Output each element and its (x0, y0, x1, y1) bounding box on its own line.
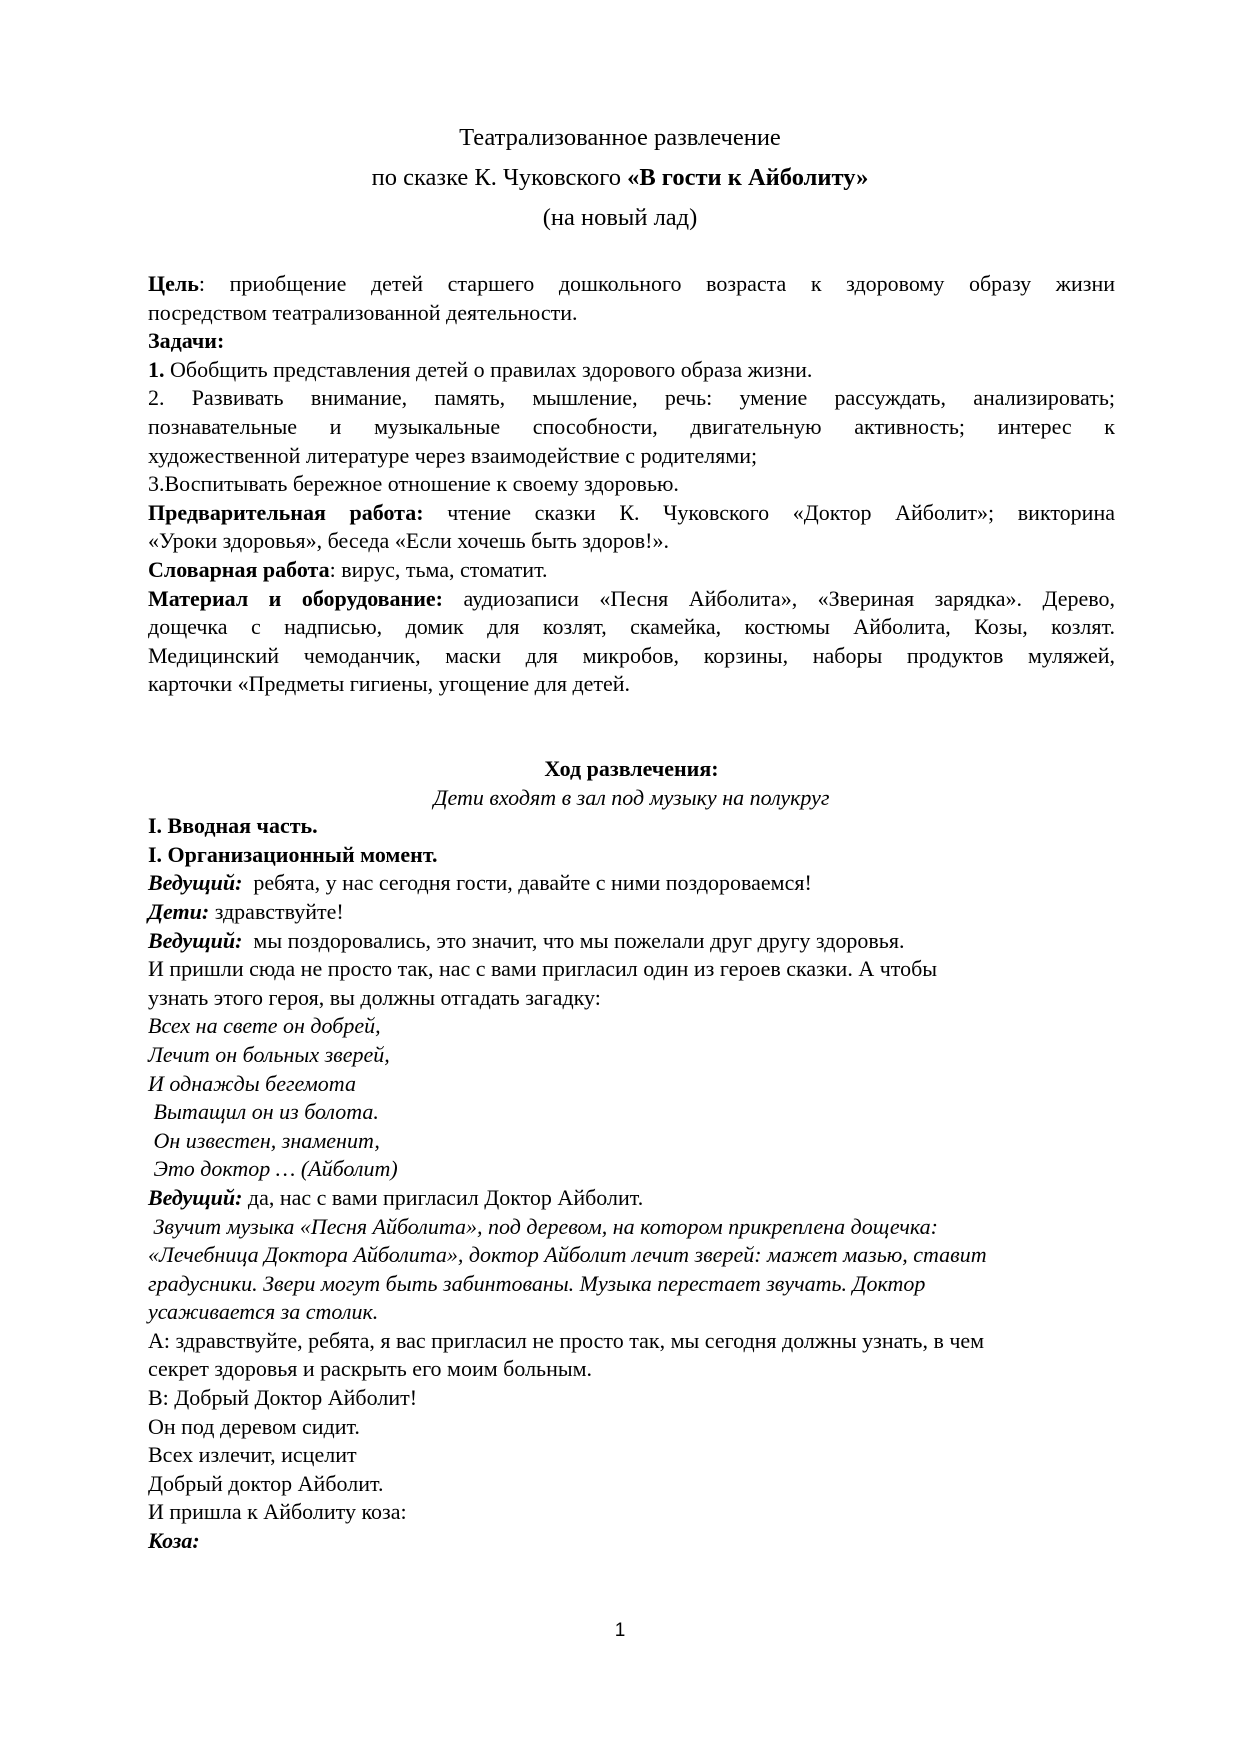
course-section (148, 755, 1115, 1556)
host-text-1: ребята, у нас сегодня гости, давайте с ними поздороваемся! (242, 870, 812, 896)
title-line-3: (на новый лад) (542, 204, 698, 231)
poem-line-5: И пришла к Айболиту коза: (148, 1499, 407, 1525)
host-cont-1: И пришли сюда не просто так, нас с вами пригласил один из героев сказки. А чтобы (148, 956, 938, 982)
host-line-2 (148, 927, 1115, 956)
course-heading-text: Ход развлечения: (544, 756, 719, 781)
task-2-line-2: познавательные и музыкальные способности, двигательную активность; интерес к (148, 413, 1115, 439)
vocab-label: Словарная работа (148, 556, 330, 582)
kids-line (148, 898, 1115, 927)
poem-line-3: Всех излечит, исцелит (148, 1442, 357, 1468)
kids-label: Дети: (148, 898, 210, 924)
riddle-line-5 (148, 1127, 1115, 1156)
task-1 (148, 356, 1115, 385)
riddle-text-6: Это доктор … (Айболит) (148, 1156, 398, 1182)
stage-direction-3 (148, 1270, 1115, 1299)
poem-line-1: В: Добрый Доктор Айболит! (148, 1385, 418, 1411)
host-label-1: Ведущий: (148, 870, 243, 896)
host-line-3 (148, 1184, 1115, 1213)
task-2-line-3: художественной литературе через взаимодействие с родителями; (148, 442, 758, 468)
task-3: 3.Воспитывать бережное отношение к своему здоровью. (148, 471, 679, 497)
goal-text-1: : приобщение детей старшего дошкольного возраста к здоровому образу жизни (198, 271, 1115, 296)
riddle-line-6 (148, 1155, 1115, 1184)
materials-label: Материал и оборудование: (148, 585, 443, 611)
aibolit-line-2: секрет здоровья и раскрыть его моим больным. (148, 1356, 593, 1382)
tasks-heading-text: Задачи: (148, 328, 225, 354)
prep-line-1 (148, 499, 1115, 528)
riddle-text-2: Лечит он больных зверей, (148, 1041, 390, 1067)
course-heading (148, 755, 1115, 784)
task-1-num: 1. (148, 356, 165, 382)
riddle-text-5: Он известен, знаменит, (148, 1127, 380, 1153)
prep-text-1: чтение сказки К. Чуковского «Доктор Айболит»; викторина (423, 499, 1115, 525)
title-line-1: Театрализованное развлечение (459, 124, 781, 151)
stage-direction-4 (148, 1298, 1115, 1327)
prep-line-2: «Уроки здоровья», беседа «Если хочешь быть здоров!». (148, 528, 669, 554)
vocab-line (148, 556, 1115, 585)
tasks-heading (148, 327, 1115, 356)
course-subtitle-text: Дети входят в зал под музыку на полукруг (433, 784, 830, 810)
prep-label: Предварительная работа: (148, 499, 424, 525)
materials-line-4: карточки «Предметы гигиены, угощение для детей. (148, 671, 631, 697)
host-line-1 (148, 869, 1115, 898)
part-1-text: I. Вводная часть. (148, 813, 318, 839)
riddle-line-2 (148, 1041, 1115, 1070)
part-2 (148, 841, 1115, 870)
title-bold: «В гости к Айболиту» (627, 164, 869, 191)
stage-direction-1 (148, 1213, 1115, 1242)
riddle-text-4: Вытащил он из болота. (148, 1099, 379, 1125)
riddle-line-4 (148, 1098, 1115, 1127)
host-text-2: мы поздоровались, это значит, что мы пожелали друг другу здоровья. (242, 927, 905, 953)
materials-text-1: аудиозаписи «Песня Айболита», «Звериная зарядка». Дерево, (443, 585, 1115, 611)
goal-line-1 (148, 270, 1115, 299)
task-2-line-1: 2. Развивать внимание, память, мышление, речь: умение рассуждать, анализировать; (148, 385, 1115, 411)
document-title (0, 118, 1240, 238)
stage-direction-text-4: усаживается за столик. (148, 1299, 379, 1325)
course-subtitle (148, 784, 1115, 813)
intro-section (148, 270, 1115, 699)
stage-direction-2 (148, 1241, 1115, 1270)
part-2-text: I. Организационный момент. (148, 841, 438, 867)
kids-text: здравствуйте! (209, 898, 344, 924)
poem-line-4: Добрый доктор Айболит. (148, 1470, 384, 1496)
riddle-text-3: И однажды бегемота (148, 1070, 356, 1096)
title-line-2 (0, 158, 1240, 198)
task-1-text: Обобщить представления детей о правилах здорового образа жизни. (164, 356, 813, 382)
title-prefix: по сказке К. Чуковского (371, 164, 628, 191)
poem-line-2: Он под деревом сидит. (148, 1413, 360, 1439)
vocab-text: : вирус, тьма, стоматит. (329, 556, 548, 582)
page-number: 1 (614, 1620, 626, 1641)
goal-label: Цель (148, 271, 199, 296)
riddle-line-3 (148, 1070, 1115, 1099)
stage-direction-text-2: «Лечебница Доктора Айболита», доктор Айболит лечит зверей: мажет мазью, ставит (148, 1242, 987, 1268)
goat-line (148, 1527, 1115, 1556)
riddle-line-1 (148, 1012, 1115, 1041)
stage-direction-text-1: Звучит музыка «Песня Айболита», под деревом, на котором прикреплена дощечка: (148, 1213, 938, 1239)
host-label-2: Ведущий: (148, 927, 243, 953)
part-1 (148, 812, 1115, 841)
host-cont-2: узнать этого героя, вы должны отгадать загадку: (148, 984, 601, 1010)
goal-line-2: посредством театрализованной деятельности. (148, 299, 578, 325)
materials-line-2: дощечка с надписью, домик для козлят, скамейка, костюмы Айболита, Козы, козлят. (148, 614, 1115, 640)
riddle-text-1: Всех на свете он добрей, (148, 1013, 381, 1039)
host-text-3: да, нас с вами пригласил Доктор Айболит. (242, 1184, 644, 1210)
materials-line-3: Медицинский чемоданчик, маски для микробов, корзины, наборы продуктов муляжей, (148, 642, 1115, 668)
goat-label: Коза: (148, 1528, 200, 1554)
aibolit-line-1: А: здравствуйте, ребята, я вас пригласил не просто так, мы сегодня должны узнать, в чем (148, 1327, 985, 1353)
materials-line-1 (148, 585, 1115, 614)
host-label-3: Ведущий: (148, 1184, 243, 1210)
stage-direction-text-3: градусники. Звери могут быть забинтованы. Музыка перестает звучать. Доктор (148, 1270, 926, 1296)
